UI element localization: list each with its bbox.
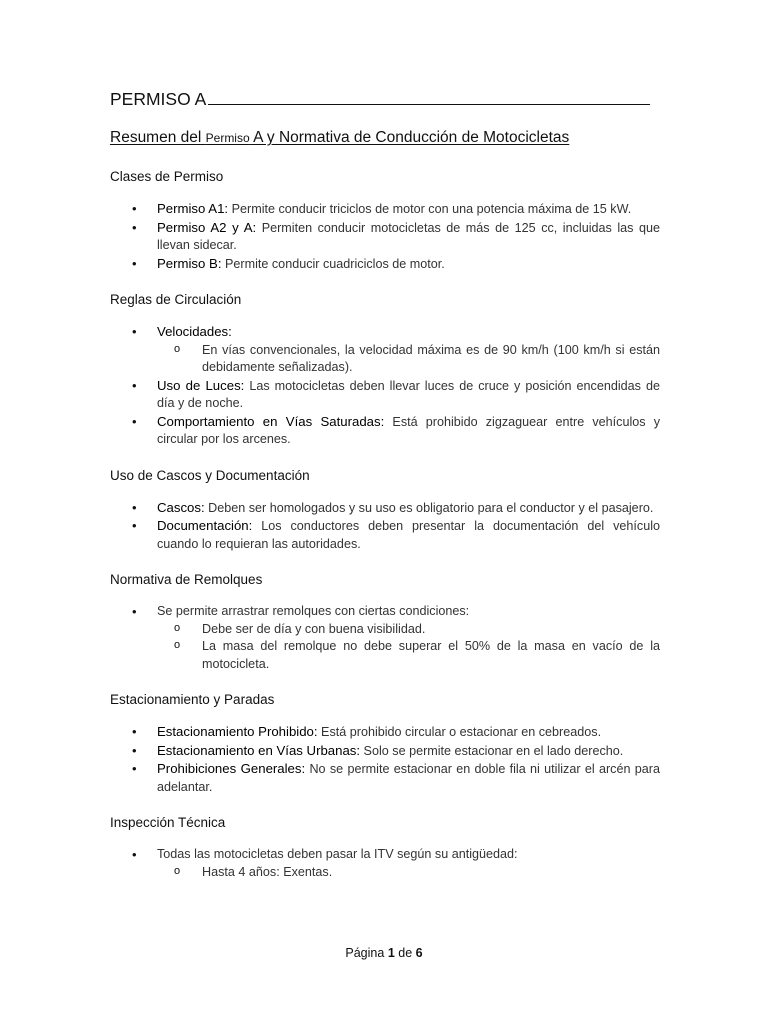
sub-list-item: o En vías convencionales, la velocidad máxima es de 90 km/h (100 km/h si están debidamente señalizadas).	[157, 342, 660, 377]
item-text: Permiten conducir motocicletas de más de 125 cc, incluidas las que llevan sidecar.	[157, 220, 660, 252]
item-text: Se permite arrastrar remolques con ciertas condiciones:	[157, 604, 470, 618]
list-item	[110, 742, 660, 761]
list-item	[110, 413, 660, 449]
item-text: Está prohibido circular o estacionar en cebreados.	[317, 725, 602, 739]
bullet-list	[110, 200, 660, 273]
section-heading: Clases de Permiso	[110, 169, 224, 184]
bullet-list	[110, 323, 660, 449]
item-term: Permiso A2 y A:	[157, 219, 257, 235]
list-item	[110, 255, 660, 274]
item-term: Uso de Luces:	[157, 377, 245, 393]
item-text: Los conductores deben presentar la documentación del vehículo cuando lo requieran las autoridades.	[157, 519, 660, 551]
list-item	[110, 846, 660, 881]
item-text: Permite conducir triciclos de motor con una potencia máxima de 15 kW.	[228, 202, 632, 216]
item-term: Estacionamiento en Vías Urbanas:	[157, 742, 361, 758]
list-item	[110, 377, 660, 413]
footer-current-page: 1	[387, 946, 395, 960]
subtitle-after: A y Normativa de Conducción de Motocicletas	[249, 129, 570, 146]
sections-container	[110, 168, 660, 881]
list-item	[110, 499, 660, 518]
item-term: Estacionamiento Prohibido:	[157, 724, 318, 739]
sub-list	[157, 864, 660, 882]
list-item	[110, 323, 660, 377]
list-item	[110, 219, 660, 255]
bullet-list	[110, 723, 660, 796]
sub-list-item: o Hasta 4 años: Exentas.	[157, 864, 660, 882]
subtitle-before: Resumen del	[110, 129, 206, 146]
document-title	[110, 88, 660, 110]
list-item	[110, 603, 660, 673]
item-text: Solo se permite estacionar en el lado derecho.	[360, 743, 624, 758]
section-heading: Reglas de Circulación	[110, 292, 242, 307]
sub-list-item: o La masa del remolque no debe superar el 50% de la masa en vacío de la motocicleta.	[157, 638, 660, 673]
item-term: Permiso A1:	[157, 201, 229, 216]
section-heading: Normativa de Remolques	[110, 572, 263, 587]
bullet-list	[110, 603, 660, 673]
subtitle-small: Permiso	[205, 131, 250, 145]
title-underline-rule	[208, 104, 650, 105]
sub-list-item: o Debe ser de día y con buena visibilidad.	[157, 621, 660, 639]
list-item	[110, 200, 660, 219]
list-item	[110, 723, 660, 742]
footer-page-label: Página	[345, 946, 385, 960]
section-heading: Estacionamiento y Paradas	[110, 692, 275, 707]
bullet-list	[110, 846, 660, 881]
section-heading: Uso de Cascos y Documentación	[110, 467, 310, 483]
sub-list	[157, 342, 660, 377]
item-term: Documentación:	[157, 518, 253, 533]
item-term: Cascos:	[157, 499, 205, 515]
section-heading: Inspección Técnica	[110, 815, 226, 830]
footer-total-pages: 6	[415, 946, 423, 960]
item-text: Las motocicletas deben llevar luces de cruce y posición encendidas de día y de noche.	[157, 378, 660, 410]
item-term: Comportamiento en Vías Saturadas:	[157, 413, 385, 429]
document-subtitle	[110, 128, 660, 148]
item-text: Permite conducir cuadriciclos de motor.	[221, 256, 445, 271]
item-term: Velocidades:	[157, 324, 232, 339]
list-item	[110, 517, 660, 553]
item-term: Permiso B:	[157, 255, 222, 271]
item-term: Prohibiciones Generales:	[157, 761, 306, 776]
sub-list	[157, 621, 660, 674]
item-text: Está prohibido zigzaguear entre vehículos y circular por los arcenes.	[157, 414, 660, 446]
bullet-list	[110, 499, 660, 554]
document-content	[110, 88, 660, 881]
list-item	[110, 760, 660, 796]
page-footer	[0, 946, 768, 960]
document-title-text: PERMISO A	[110, 89, 207, 109]
item-text: No se permite estacionar en doble fila ni utilizar el arcén para adelantar.	[157, 762, 660, 794]
item-text: Deben ser homologados y su uso es obligatorio para el conductor y el pasajero.	[204, 500, 654, 515]
footer-of-label: de	[398, 946, 413, 960]
item-text: Todas las motocicletas deben pasar la ITV según su antigüedad:	[157, 847, 518, 861]
